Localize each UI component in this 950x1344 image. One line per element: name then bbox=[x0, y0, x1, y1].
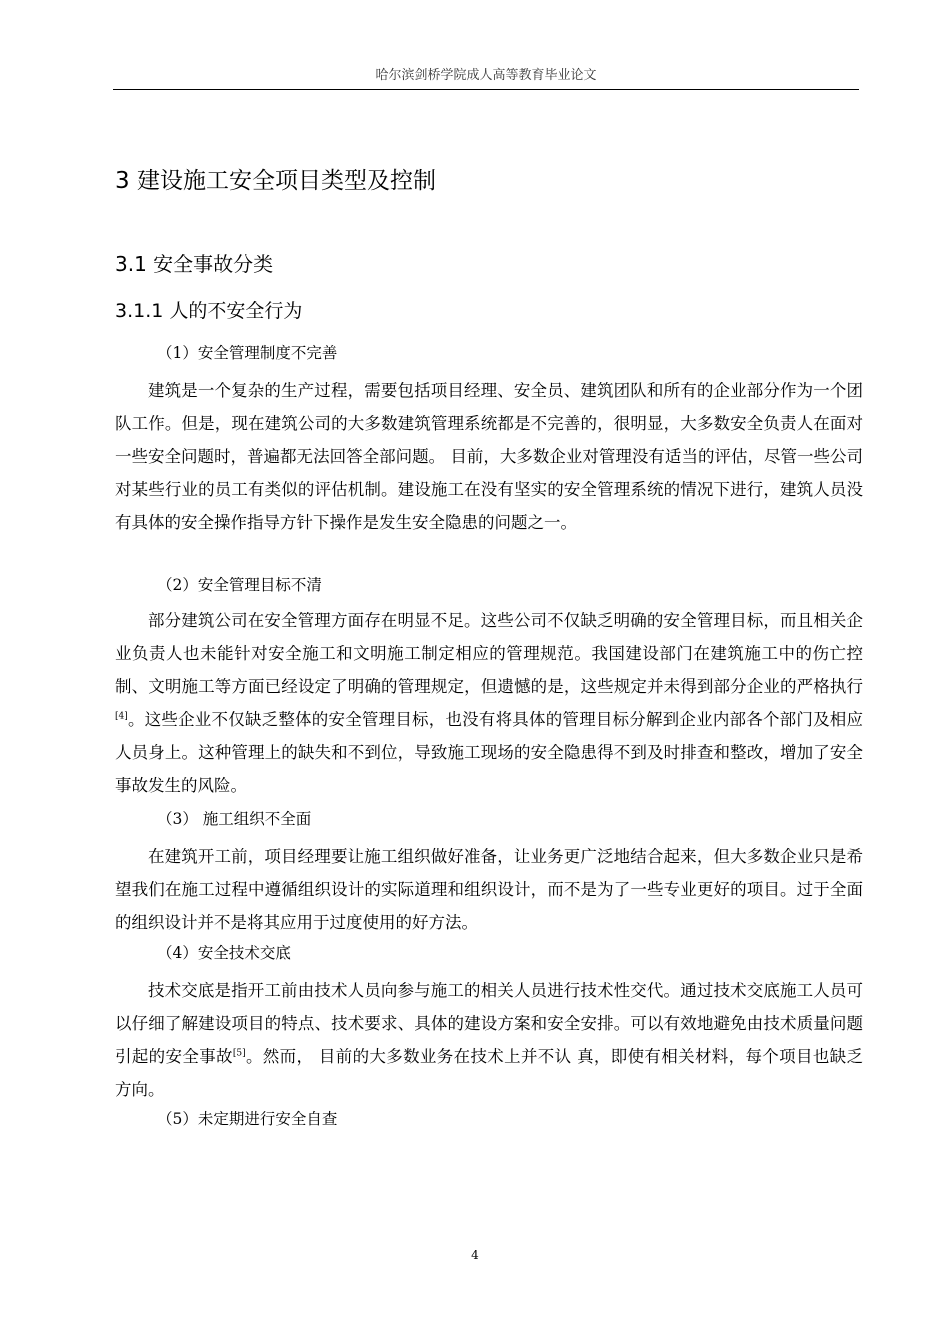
paragraph-4 bbox=[115, 974, 863, 1106]
header-rule bbox=[113, 89, 859, 90]
subsection-title: 3.1.1 人的不安全行为 bbox=[115, 300, 303, 322]
citation-ref-5: [5] bbox=[232, 1048, 246, 1059]
chapter-title: 3 建设施工安全项目类型及控制 bbox=[115, 168, 436, 194]
paragraph-2 bbox=[115, 604, 863, 802]
paragraph-2-text-b: 。这些企业不仅缺乏整体的安全管理目标，也没有将具体的管理目标分解到企业内部各个部门及相应人员身上。这种管理上的缺失和不到位，导致施工现场的安全隐患得不到及时排查和整改，增加了安全事故发生的风险。 bbox=[115, 710, 863, 795]
item-heading-1: （1）安全管理制度不完善 bbox=[157, 344, 338, 362]
item-heading-2: （2）安全管理目标不清 bbox=[157, 576, 322, 594]
running-header: 哈尔滨剑桥学院成人高等教育毕业论文 bbox=[375, 68, 597, 83]
page-number: 4 bbox=[471, 1248, 479, 1262]
section-title: 3.1 安全事故分类 bbox=[115, 252, 274, 276]
paragraph-4-text-a: 技术交底是指开工前由技术人员向参与施工的相关人员进行技术性交代。通过技术交底施工人员可以仔细了解建设项目的特点、技术要求、具体的建设方案和安全安排。可以有效地避免由技术质量问题引起的安全事故 bbox=[115, 981, 863, 1066]
item-heading-3: （3） 施工组织不全面 bbox=[157, 810, 312, 828]
item-heading-4: （4）安全技术交底 bbox=[157, 944, 291, 962]
paragraph-3: 在建筑开工前，项目经理要让施工组织做好准备，让业务更广泛地结合起来，但大多数企业只是希望我们在施工过程中遵循组织设计的实际道理和组织设计，而不是为了一些专业更好的项目。过于全面的组织设计并不是将其应用于过度使用的好方法。 bbox=[115, 847, 863, 932]
paragraph-2-text-a: 部分建筑公司在安全管理方面存在明显不足。这些公司不仅缺乏明确的安全管理目标，而且相关企业负责人也未能针对安全施工和文明施工制定相应的管理规范。我国建设部门在建筑施工中的伤亡控制、文明施工等方面已经设定了明确的管理规定，但遗憾的是，这些规定并未得到部分企业的严格执行 bbox=[115, 611, 863, 696]
paragraph-4-text-b: 。然而， 目前的大多数业务在技术上并不认 真，即使有相关材料，每个项目也缺乏方向。 bbox=[115, 1047, 863, 1099]
paragraph-1: 建筑是一个复杂的生产过程，需要包括项目经理、安全员、建筑团队和所有的企业部分作为一个团队工作。但是，现在建筑公司的大多数建筑管理系统都是不完善的，很明显，大多数安全负责人在面对一些安全问题时，普遍都无法回答全部问题。 目前，大多数企业对管理没有适当的评估，尽管一些公司对某些行业的员工有类似的评估机制。建设施工在没有坚实的安全管理系统的情况下进行，建筑人员没有具体的安全操作指导方针下操作是发生安全隐患的问题之一。 bbox=[115, 381, 863, 532]
item-heading-5: （5）未定期进行安全自查 bbox=[157, 1110, 338, 1128]
citation-ref-4: [4] bbox=[115, 711, 128, 722]
